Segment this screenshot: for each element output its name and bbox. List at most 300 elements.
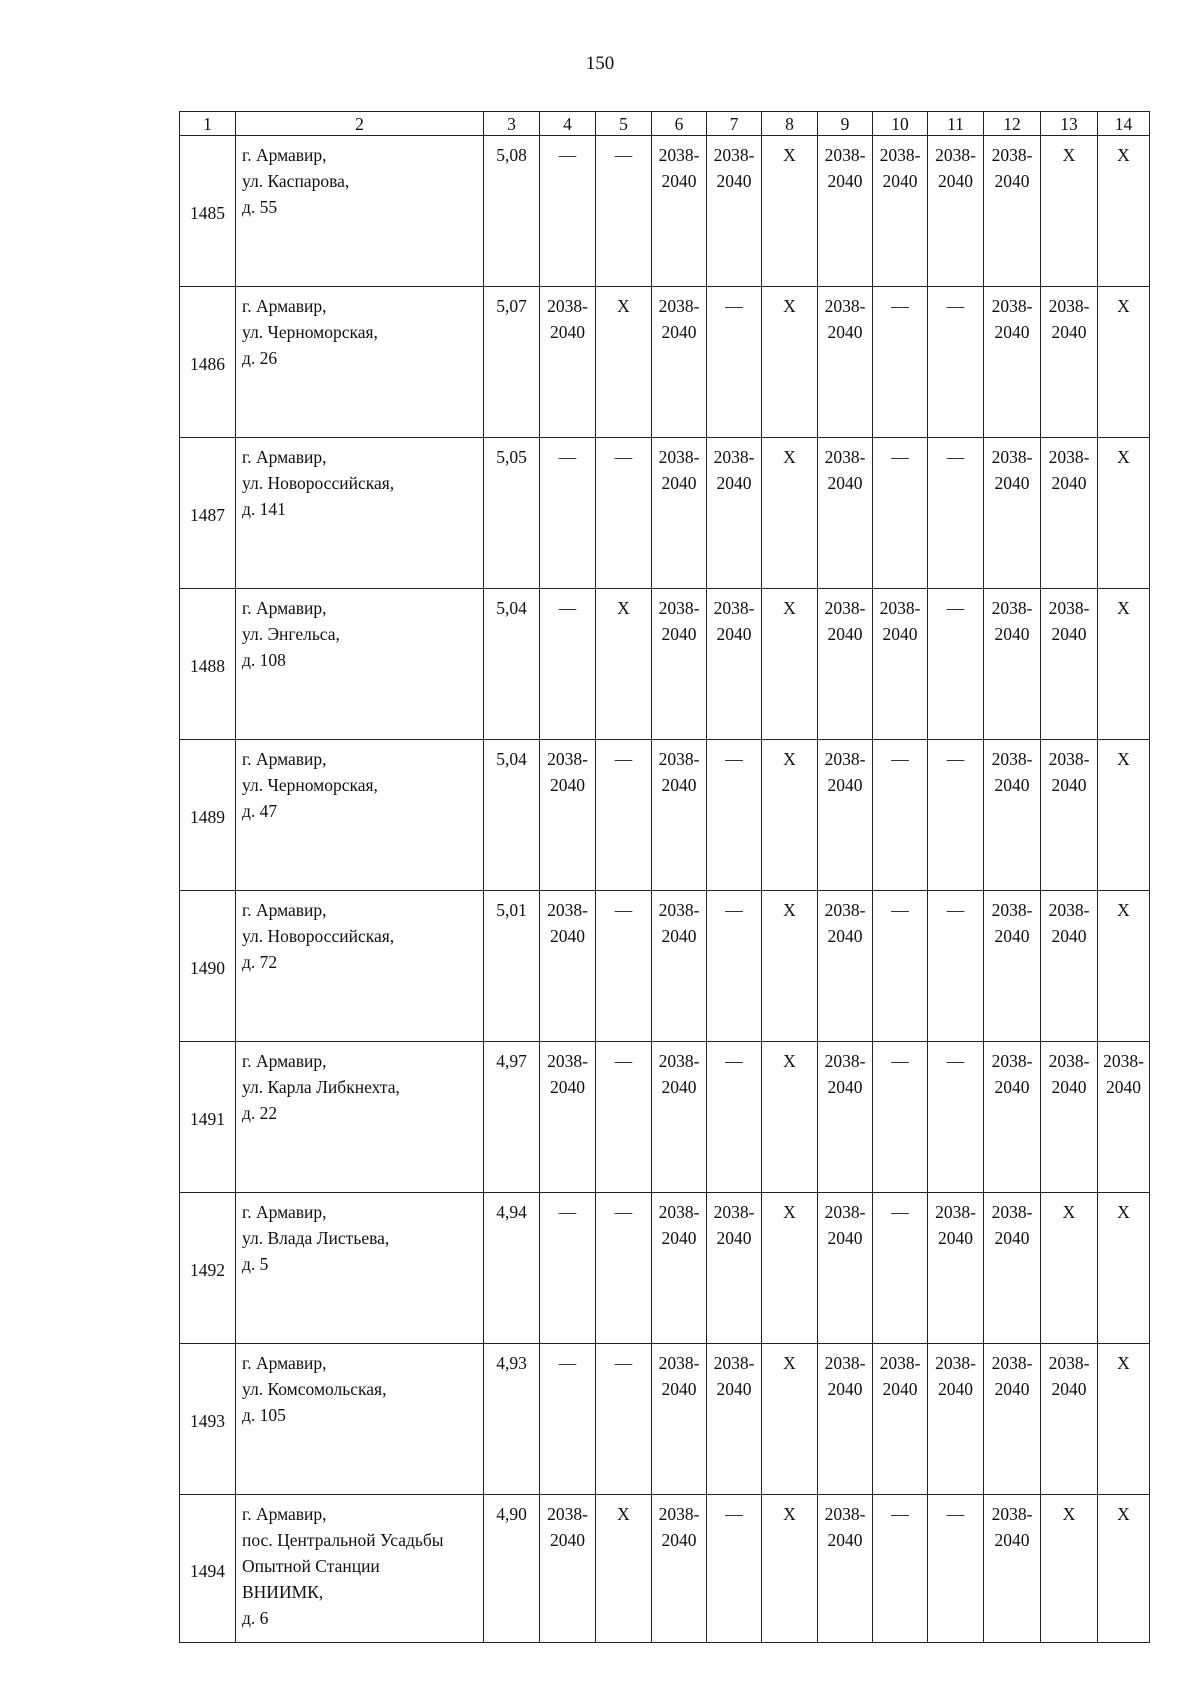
period-line: 2040 [550, 775, 585, 795]
period-line: 2038- [547, 1504, 588, 1524]
period-line: 2040 [882, 171, 918, 191]
table-row [180, 136, 1150, 287]
not-required-mark: X [1098, 589, 1150, 740]
period-cell [1041, 1042, 1098, 1193]
period-cell [984, 438, 1041, 589]
period-line: 2040 [661, 1530, 697, 1550]
column-header: 4 [540, 112, 596, 136]
period-line: 2038- [658, 900, 700, 920]
address-cell [236, 740, 484, 891]
not-required-mark: X [762, 1344, 818, 1495]
period-line: 2040 [661, 473, 697, 493]
table-row [180, 1344, 1150, 1495]
period-line: 2040 [882, 1379, 918, 1399]
column-header: 3 [484, 112, 540, 136]
not-required-mark: X [596, 1495, 652, 1643]
dash-cell: — [873, 740, 928, 891]
dash-cell: — [540, 1344, 596, 1495]
column-header: 1 [180, 112, 236, 136]
period-cell [928, 1344, 984, 1495]
period-line: 2038- [991, 598, 1033, 618]
dash-cell: — [596, 1193, 652, 1344]
row-number: 1486 [180, 287, 236, 438]
period-line: 2038- [824, 598, 866, 618]
period-cell [818, 740, 873, 891]
dash-cell: — [873, 1193, 928, 1344]
period-line: 2040 [994, 1077, 1030, 1097]
period-cell [540, 891, 596, 1042]
not-required-mark: X [762, 438, 818, 589]
address-line: ул. Комсомольская, [242, 1379, 387, 1399]
period-cell [984, 136, 1041, 287]
period-cell [1041, 287, 1098, 438]
period-cell [652, 287, 707, 438]
table-row [180, 438, 1150, 589]
period-line: 2038- [824, 296, 866, 316]
row-number: 1488 [180, 589, 236, 740]
period-line: 2038- [991, 1353, 1033, 1373]
address-line: г. Армавир, [242, 145, 327, 165]
period-line: 2038- [935, 145, 976, 165]
column-header: 9 [818, 112, 873, 136]
period-cell [984, 1042, 1041, 1193]
period-line: 2040 [827, 624, 863, 644]
address-cell [236, 136, 484, 287]
period-cell [818, 1042, 873, 1193]
period-line: 2038- [547, 749, 588, 769]
not-required-mark: X [1098, 438, 1150, 589]
period-line: 2040 [1106, 1077, 1141, 1097]
period-line: 2040 [827, 1530, 863, 1550]
period-line: 2038- [824, 1202, 866, 1222]
period-cell [540, 287, 596, 438]
period-line: 2040 [1051, 1077, 1087, 1097]
value-cell: 5,07 [484, 287, 540, 438]
dash-cell: — [596, 1042, 652, 1193]
table-row [180, 891, 1150, 1042]
address-line: д. 55 [242, 197, 278, 217]
not-required-mark: X [1041, 136, 1098, 287]
period-cell [707, 136, 762, 287]
header-row [180, 112, 1150, 136]
address-line: ул. Энгельса, [242, 624, 340, 644]
period-line: 2038- [658, 598, 700, 618]
period-line: 2040 [1051, 473, 1087, 493]
period-line: 2040 [827, 1077, 863, 1097]
not-required-mark: X [1098, 1344, 1150, 1495]
period-line: 2038- [658, 145, 700, 165]
period-cell [707, 1344, 762, 1495]
address-line: д. 108 [242, 650, 286, 670]
column-header: 6 [652, 112, 707, 136]
period-cell [1041, 891, 1098, 1042]
period-cell [652, 438, 707, 589]
period-cell [984, 589, 1041, 740]
period-line: 2038- [713, 145, 755, 165]
address-line: г. Армавир, [242, 447, 327, 467]
dash-cell: — [596, 136, 652, 287]
period-line: 2038- [1048, 598, 1090, 618]
period-line: 2040 [994, 171, 1030, 191]
address-line: ул. Черноморская, [242, 322, 378, 342]
address-cell [236, 438, 484, 589]
period-line: 2038- [1103, 1051, 1144, 1071]
address-line: д. 72 [242, 952, 278, 972]
period-cell [984, 740, 1041, 891]
address-line: ул. Влада Листьева, [242, 1228, 390, 1248]
period-line: 2040 [716, 1228, 752, 1248]
period-line: 2038- [713, 447, 755, 467]
table-row [180, 589, 1150, 740]
row-number: 1494 [180, 1495, 236, 1643]
not-required-mark: X [1098, 740, 1150, 891]
dash-cell: — [928, 1495, 984, 1643]
period-line: 2038- [991, 1051, 1033, 1071]
period-line: 2040 [938, 171, 973, 191]
table-row [180, 740, 1150, 891]
dash-cell: — [596, 438, 652, 589]
period-line: 2040 [1051, 775, 1087, 795]
row-number: 1493 [180, 1344, 236, 1495]
address-line: д. 5 [242, 1254, 269, 1274]
period-cell [984, 1495, 1041, 1643]
not-required-mark: X [762, 1495, 818, 1643]
value-cell: 4,97 [484, 1042, 540, 1193]
address-line: г. Армавир, [242, 1353, 327, 1373]
column-header: 14 [1098, 112, 1150, 136]
period-line: 2038- [658, 447, 700, 467]
address-line: д. 141 [242, 499, 286, 519]
period-cell [707, 438, 762, 589]
period-line: 2038- [991, 749, 1033, 769]
dash-cell: — [596, 891, 652, 1042]
address-cell [236, 891, 484, 1042]
period-line: 2040 [994, 1530, 1030, 1550]
period-cell [540, 1042, 596, 1193]
dash-cell: — [928, 891, 984, 1042]
period-line: 2040 [827, 926, 863, 946]
period-line: 2040 [1051, 926, 1087, 946]
period-line: 2038- [658, 1202, 700, 1222]
period-line: 2040 [994, 1228, 1030, 1248]
period-line: 2040 [716, 473, 752, 493]
period-cell [984, 1344, 1041, 1495]
period-line: 2038- [658, 749, 700, 769]
period-cell [652, 589, 707, 740]
period-line: 2038- [824, 900, 866, 920]
not-required-mark: X [762, 740, 818, 891]
address-cell [236, 1344, 484, 1495]
dash-cell: — [928, 438, 984, 589]
column-header: 8 [762, 112, 818, 136]
address-cell [236, 287, 484, 438]
period-line: 2038- [658, 1504, 700, 1524]
address-line: г. Армавир, [242, 1051, 327, 1071]
period-line: 2040 [661, 775, 697, 795]
address-line: г. Армавир, [242, 296, 327, 316]
period-cell [1041, 740, 1098, 891]
period-line: 2038- [991, 447, 1033, 467]
not-required-mark: X [1041, 1495, 1098, 1643]
period-line: 2040 [827, 171, 863, 191]
period-cell [984, 1193, 1041, 1344]
period-cell [652, 740, 707, 891]
period-line: 2038- [547, 1051, 588, 1071]
address-line: г. Армавир, [242, 1202, 327, 1222]
address-line: д. 22 [242, 1103, 278, 1123]
value-cell: 5,05 [484, 438, 540, 589]
period-line: 2038- [1048, 749, 1090, 769]
not-required-mark: X [1098, 1495, 1150, 1643]
address-line: ВНИИМК, [242, 1582, 324, 1602]
address-line: г. Армавир, [242, 598, 327, 618]
dash-cell: — [596, 740, 652, 891]
address-line: ул. Новороссийская, [242, 926, 395, 946]
value-cell: 5,08 [484, 136, 540, 287]
period-line: 2038- [991, 1504, 1033, 1524]
period-line: 2038- [991, 1202, 1033, 1222]
period-cell [652, 1344, 707, 1495]
period-cell [818, 589, 873, 740]
period-line: 2040 [661, 1228, 697, 1248]
period-cell [652, 136, 707, 287]
address-cell [236, 589, 484, 740]
not-required-mark: X [1098, 1193, 1150, 1344]
period-line: 2040 [938, 1379, 973, 1399]
period-line: 2040 [827, 775, 863, 795]
period-cell [818, 891, 873, 1042]
row-number: 1485 [180, 136, 236, 287]
period-line: 2038- [879, 598, 921, 618]
not-required-mark: X [1098, 287, 1150, 438]
value-cell: 5,04 [484, 740, 540, 891]
period-cell [652, 1042, 707, 1193]
column-header: 11 [928, 112, 984, 136]
row-number: 1491 [180, 1042, 236, 1193]
period-line: 2040 [994, 322, 1030, 342]
not-required-mark: X [762, 891, 818, 1042]
period-line: 2040 [661, 322, 697, 342]
period-cell [818, 1495, 873, 1643]
period-cell [818, 1193, 873, 1344]
period-cell [707, 589, 762, 740]
not-required-mark: X [596, 589, 652, 740]
table-row [180, 1495, 1150, 1643]
page-number: 150 [585, 53, 615, 74]
not-required-mark: X [762, 1042, 818, 1193]
row-number: 1487 [180, 438, 236, 589]
period-line: 2040 [994, 926, 1030, 946]
period-line: 2038- [879, 145, 921, 165]
register-table [179, 111, 1150, 1643]
dash-cell: — [873, 1495, 928, 1643]
not-required-mark: X [596, 287, 652, 438]
period-cell [873, 1344, 928, 1495]
address-cell [236, 1495, 484, 1643]
dash-cell: — [873, 891, 928, 1042]
dash-cell: — [928, 589, 984, 740]
value-cell: 4,93 [484, 1344, 540, 1495]
dash-cell: — [540, 438, 596, 589]
not-required-mark: X [762, 287, 818, 438]
period-cell [652, 1495, 707, 1643]
period-line: 2040 [1051, 322, 1087, 342]
address-line: ул. Новороссийская, [242, 473, 395, 493]
period-line: 2038- [935, 1353, 976, 1373]
period-cell [707, 1193, 762, 1344]
value-cell: 4,94 [484, 1193, 540, 1344]
not-required-mark: X [762, 1193, 818, 1344]
address-line: д. 6 [242, 1608, 269, 1628]
period-cell [818, 136, 873, 287]
dash-cell: — [540, 1193, 596, 1344]
period-line: 2038- [1048, 900, 1090, 920]
period-cell [818, 438, 873, 589]
period-line: 2038- [824, 145, 866, 165]
period-cell [1041, 589, 1098, 740]
not-required-mark: X [1098, 891, 1150, 1042]
dash-cell: — [873, 287, 928, 438]
period-line: 2040 [994, 624, 1030, 644]
period-cell [652, 891, 707, 1042]
period-cell [1098, 1042, 1150, 1193]
period-line: 2038- [658, 1051, 700, 1071]
period-line: 2040 [827, 322, 863, 342]
period-line: 2038- [824, 1504, 866, 1524]
address-line: д. 105 [242, 1405, 286, 1425]
row-number: 1492 [180, 1193, 236, 1344]
dash-cell: — [873, 1042, 928, 1193]
period-line: 2038- [824, 447, 866, 467]
column-header: 5 [596, 112, 652, 136]
period-line: 2038- [547, 296, 588, 316]
period-cell [984, 891, 1041, 1042]
period-line: 2040 [550, 1077, 585, 1097]
dash-cell: — [540, 136, 596, 287]
period-line: 2038- [935, 1202, 976, 1222]
period-line: 2038- [879, 1353, 921, 1373]
period-line: 2040 [1051, 624, 1087, 644]
period-line: 2038- [713, 1202, 755, 1222]
address-line: г. Армавир, [242, 900, 327, 920]
period-line: 2038- [991, 296, 1033, 316]
period-line: 2040 [994, 1379, 1030, 1399]
period-cell [873, 136, 928, 287]
period-cell [818, 287, 873, 438]
dash-cell: — [707, 740, 762, 891]
period-line: 2038- [1048, 296, 1090, 316]
address-line: ул. Каспарова, [242, 171, 350, 191]
dash-cell: — [707, 1042, 762, 1193]
period-cell [540, 740, 596, 891]
period-line: 2040 [938, 1228, 973, 1248]
period-line: 2040 [716, 171, 752, 191]
not-required-mark: X [762, 589, 818, 740]
period-cell [1041, 438, 1098, 589]
address-line: д. 47 [242, 801, 278, 821]
column-header: 13 [1041, 112, 1098, 136]
period-line: 2040 [550, 322, 585, 342]
period-line: 2040 [661, 1379, 697, 1399]
period-line: 2038- [824, 749, 866, 769]
period-line: 2038- [824, 1353, 866, 1373]
period-cell [540, 1495, 596, 1643]
address-line: ул. Черноморская, [242, 775, 378, 795]
value-cell: 4,90 [484, 1495, 540, 1643]
period-line: 2038- [991, 145, 1033, 165]
dash-cell: — [596, 1344, 652, 1495]
address-line: ул. Карла Либкнехта, [242, 1077, 400, 1097]
period-line: 2040 [661, 1077, 697, 1097]
table-row [180, 1193, 1150, 1344]
period-line: 2040 [882, 624, 918, 644]
dash-cell: — [928, 740, 984, 891]
period-line: 2038- [1048, 1353, 1090, 1373]
period-line: 2040 [661, 624, 697, 644]
table-row [180, 1042, 1150, 1193]
not-required-mark: X [762, 136, 818, 287]
dash-cell: — [707, 891, 762, 1042]
period-cell [652, 1193, 707, 1344]
table-row [180, 287, 1150, 438]
period-line: 2038- [658, 296, 700, 316]
period-line: 2040 [716, 1379, 752, 1399]
column-header: 12 [984, 112, 1041, 136]
dash-cell: — [873, 438, 928, 589]
address-line: г. Армавир, [242, 749, 327, 769]
period-line: 2038- [824, 1051, 866, 1071]
period-cell [873, 589, 928, 740]
value-cell: 5,04 [484, 589, 540, 740]
period-line: 2040 [550, 926, 585, 946]
period-line: 2040 [550, 1530, 585, 1550]
row-number: 1490 [180, 891, 236, 1042]
period-line: 2038- [1048, 447, 1090, 467]
address-line: г. Армавир, [242, 1504, 327, 1524]
period-line: 2040 [661, 171, 697, 191]
period-line: 2038- [1048, 1051, 1090, 1071]
period-line: 2040 [716, 624, 752, 644]
address-cell [236, 1193, 484, 1344]
dash-cell: — [707, 287, 762, 438]
period-line: 2040 [827, 1228, 863, 1248]
period-line: 2038- [991, 900, 1033, 920]
period-line: 2040 [994, 473, 1030, 493]
value-cell: 5,01 [484, 891, 540, 1042]
period-cell [1041, 1344, 1098, 1495]
not-required-mark: X [1098, 136, 1150, 287]
not-required-mark: X [1041, 1193, 1098, 1344]
period-cell [928, 136, 984, 287]
address-line: Опытной Станции [242, 1556, 380, 1576]
period-line: 2038- [658, 1353, 700, 1373]
period-cell [984, 287, 1041, 438]
period-line: 2040 [661, 926, 697, 946]
column-header: 2 [236, 112, 484, 136]
column-header: 7 [707, 112, 762, 136]
period-line: 2040 [827, 1379, 863, 1399]
period-line: 2040 [994, 775, 1030, 795]
period-line: 2040 [1051, 1379, 1087, 1399]
column-header: 10 [873, 112, 928, 136]
period-line: 2038- [547, 900, 588, 920]
dash-cell: — [928, 1042, 984, 1193]
period-line: 2038- [713, 1353, 755, 1373]
dash-cell: — [707, 1495, 762, 1643]
address-line: пос. Центральной Усадьбы [242, 1530, 444, 1550]
period-cell [818, 1344, 873, 1495]
row-number: 1489 [180, 740, 236, 891]
